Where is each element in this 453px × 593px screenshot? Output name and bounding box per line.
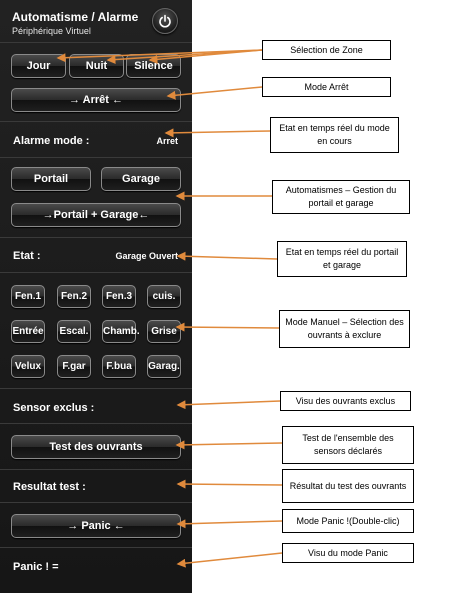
panic-label: Panic ! = [13,561,59,573]
zone-button-silence[interactable]: Silence [126,54,181,78]
opening-button[interactable]: Velux [11,355,45,378]
annotation-visu-panic: Visu du mode Panic [282,543,414,563]
sensor-exclus-label: Sensor exclus : [13,402,95,414]
annotation-automatismes: Automatismes – Gestion du portail et garage [272,180,410,214]
zone-button-jour[interactable]: Jour [11,54,66,78]
opening-button[interactable]: Fen.1 [11,285,45,308]
etat-value: Garage Ouvert [115,251,178,261]
portail-button[interactable]: Portail [11,167,91,191]
alarm-mode-label: Alarme mode : [13,135,90,147]
garage-button[interactable]: Garage [101,167,181,191]
opening-button[interactable]: cuis. [147,285,181,308]
app-title: Automatisme / Alarme [12,10,139,24]
opening-button[interactable]: Escal. [57,320,91,343]
opening-button[interactable]: Chamb. [102,320,136,343]
annotation-zone: Sélection de Zone [262,40,391,60]
opening-button[interactable]: Fen.2 [57,285,91,308]
annotation-etat-portail: Etat en temps réel du portail et garage [277,241,407,277]
annotation-test: Test de l'ensemble des sensors déclarés [282,426,414,464]
zone-button-nuit[interactable]: Nuit [69,54,124,78]
opening-button[interactable]: Garag. [147,355,181,378]
annotation-panic: Mode Panic !(Double-clic) [282,509,414,533]
opening-button[interactable]: Grise [147,320,181,343]
etat-label: Etat : [13,250,41,262]
opening-button[interactable]: F.bua [102,355,136,378]
alarm-mode-value: Arret [156,136,178,146]
annotation-manuel: Mode Manuel – Sélection des ouvrants à exclure [279,310,410,348]
opening-button[interactable]: Fen.3 [102,285,136,308]
panic-button[interactable]: → Panic ← [11,514,181,538]
annotation-resultat: Résultat du test des ouvrants [282,469,414,503]
annotation-etat-mode: Etat en temps réel du mode en cours [270,117,399,153]
opening-button[interactable]: F.gar [57,355,91,378]
annotation-visu-exclus: Visu des ouvrants exclus [280,391,411,411]
test-ouvrants-button[interactable]: Test des ouvrants [11,435,181,459]
app-subtitle: Périphérique Virtuel [12,26,91,36]
arret-button[interactable]: → Arrêt ← [11,88,181,112]
annotation-arret: Mode Arrêt [262,77,391,97]
portail-garage-button[interactable]: →Portail + Garage← [11,203,181,227]
resultat-test-label: Resultat test : [13,481,86,493]
opening-button[interactable]: Entrée [11,320,45,343]
